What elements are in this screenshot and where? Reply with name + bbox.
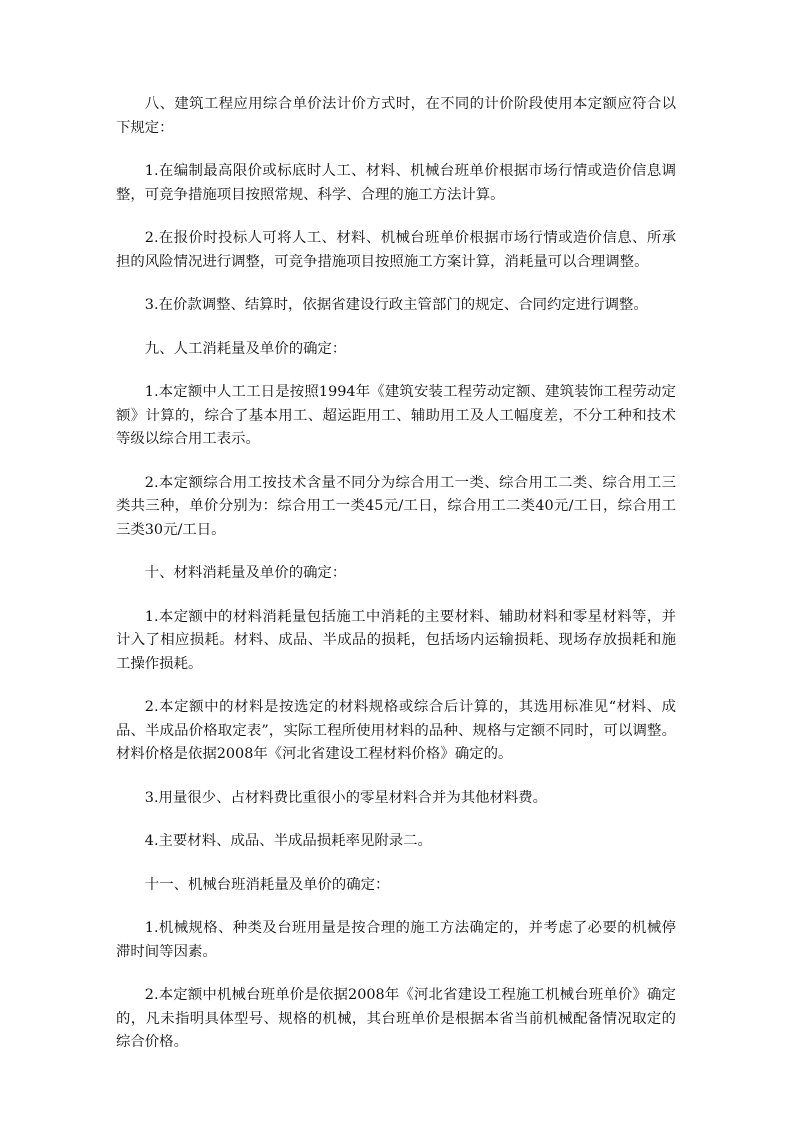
paragraph-10-2: 2.本定额中的材料是按选定的材料规格或综合后计算的，其选用标准见“材料、成品、半成品价格取定表”，实际工程所使用材料的品种、规格与定额不同时，可以调整。材料价格是依据2008年《河北省建设工程材料价格》确定的。 — [116, 699, 676, 762]
document-page — [116, 93, 676, 1075]
section-heading-9: 九、人工消耗量及单价的确定： — [144, 340, 347, 357]
paragraph-11-1: 1.机械规格、种类及台班用量是按合理的施工方法确定的，并考虑了必要的机械停滞时间等因素。 — [116, 920, 676, 960]
section-heading-8: 八、建筑工程应用综合单价法计价方式时，在不同的计价阶段使用本定额应符合以下规定： — [116, 96, 676, 136]
paragraph-8-2: 2.在报价时投标人可将人工、材料、机械台班单价根据市场行情或造价信息、所承担的风险情况进行调整，可竞争措施项目按照施工方案计算，消耗量可以合理调整。 — [116, 230, 676, 270]
paragraph-10-3: 3.用量很少、占材料费比重很小的零星材料合并为其他材料费。 — [144, 789, 548, 806]
paragraph-9-2: 2.本定额综合用工按技术含量不同分为综合用工一类、综合用工二类、综合用工三类共三种，单价分别为：综合用工一类45元/工日，综合用工二类40元/工日，综合用工三类30元/工日。 — [116, 474, 676, 538]
section-heading-10: 十、材料消耗量及单价的确定： — [144, 565, 347, 581]
paragraph-8-3: 3.在价款调整、结算时，依据省建设行政主管部门的规定、合同约定进行调整。 — [144, 297, 648, 313]
paragraph-11-2: 2.本定额中机械台班单价是依据2008年《河北省建设工程施工机械台班单价》确定的，凡未指明具体型号、规格的机械，其台班单价是根据本省当前机械配备情况取定的综合价格。 — [116, 987, 676, 1050]
paragraph-8-1: 1.在编制最高限价或标底时人工、材料、机械台班单价根据市场行情或造价信息调整，可竞争措施项目按照常规、科学、合理的施工方法计算。 — [116, 163, 676, 203]
section-heading-11: 十一、机械台班消耗量及单价的确定： — [144, 876, 390, 893]
paragraph-10-4: 4.主要材料、成品、半成品损耗率见附录二。 — [144, 833, 432, 849]
paragraph-9-1: 1.本定额中人工工日是按照1994年《建筑安装工程劳动定额、建筑装饰工程劳动定额》计算的，综合了基本用工、超运距用工、辅助用工及人工幅度差，不分工种和技术等级以综合用工表示。 — [116, 384, 676, 447]
paragraph-10-1: 1.本定额中的材料消耗量包括施工中消耗的主要材料、辅助材料和零星材料等，并计入了相应损耗。材料、成品、半成品的损耗，包括场内运输损耗、现场存放损耗和施工操作损耗。 — [116, 608, 676, 672]
